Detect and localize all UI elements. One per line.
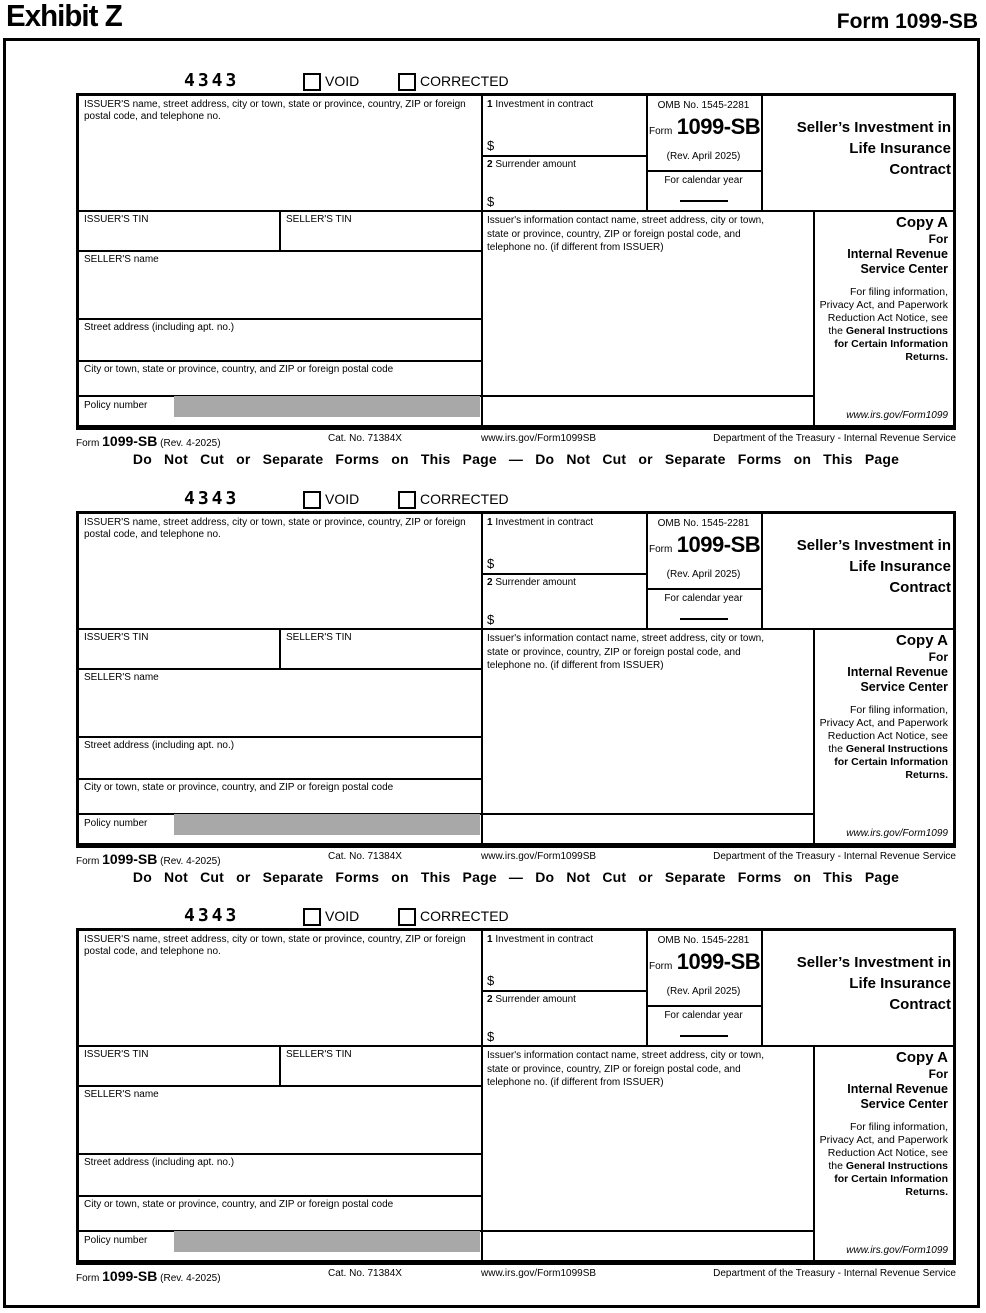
- form-title: [673, 952, 951, 1015]
- issuer-contact-label: Issuer's information contact name, street address, city or town, state or province, country, ZIP or foreign postal code, and telephone no. (if different from ISSUER): [487, 1050, 765, 1088]
- seller-name-label: SELLER'S name: [84, 672, 159, 683]
- copy-dest-line2: Service Center: [860, 1097, 948, 1111]
- footer-form-word: Form: [76, 438, 100, 449]
- policy-number-label: Policy number: [84, 1235, 148, 1246]
- divider-line: [79, 318, 483, 320]
- policy-number-field[interactable]: [174, 396, 480, 417]
- issuer-address-label: ISSUER'S name, street address, city or town, state or province, country, ZIP or foreign postal code, and telephone no.: [84, 99, 466, 122]
- divider-line: [481, 931, 483, 1260]
- divider-line: [79, 1195, 483, 1197]
- box1-label: [487, 99, 645, 111]
- footer-form-id: [76, 851, 221, 867]
- box1-label: [487, 934, 645, 946]
- footer-department: Department of the Treasury - Internal Revenue Service: [713, 1268, 956, 1279]
- seller-tin-label: SELLER'S TIN: [286, 1049, 352, 1060]
- issuer-contact-label: Issuer's information contact name, street address, city or town, state or province, country, ZIP or foreign postal code, and telephone no. (if different from ISSUER): [487, 215, 765, 253]
- copy-note-bold: General Instructions for Certain Information Returns.: [834, 1160, 948, 1198]
- footer-form-word: Form: [76, 1273, 100, 1284]
- seller-name-label: SELLER'S name: [84, 254, 159, 265]
- box1-text: Investment in contract: [495, 517, 594, 528]
- policy-number-label: Policy number: [84, 400, 148, 411]
- form-title-line3: Contract: [889, 996, 951, 1013]
- copy-a-column: [813, 628, 953, 843]
- corrected-label: CORRECTED: [420, 908, 509, 924]
- form-word: Form: [649, 126, 673, 137]
- corrected-checkbox[interactable]: [398, 73, 416, 91]
- footer-cat-no: Cat. No. 71384X: [328, 1268, 402, 1279]
- form-title-line3: Contract: [889, 579, 951, 596]
- corrected-checkbox[interactable]: [398, 908, 416, 926]
- copy-a-label: Copy A: [896, 632, 948, 649]
- box2-label: [487, 159, 645, 171]
- form-title-line1: Seller’s Investment in: [796, 954, 951, 971]
- divider-line: [79, 250, 483, 252]
- box2-text: Surrender amount: [495, 994, 576, 1005]
- code-row: [76, 905, 956, 927]
- form-1099sb-copy: [76, 70, 960, 482]
- form-1099sb-copy: [76, 488, 960, 900]
- form-code: 4343: [184, 488, 240, 509]
- form-number: 1099-SB: [676, 949, 761, 974]
- omb-number: OMB No. 1545-2281: [657, 100, 750, 111]
- copy-dest-line1: Internal Revenue: [847, 665, 948, 679]
- do-not-cut-notice: Do Not Cut or Separate Forms on This Page — Do Not Cut or Separate Forms on This Page: [132, 451, 900, 467]
- form-code: 4343: [184, 905, 240, 926]
- footer-form-number: 1099-SB: [102, 851, 158, 867]
- footer-form-number: 1099-SB: [102, 433, 158, 449]
- street-address-label: Street address (including apt. no.): [84, 322, 235, 333]
- irs-url: www.irs.gov/Form1099: [846, 828, 948, 839]
- code-row: [76, 488, 956, 510]
- form-footer: [76, 849, 956, 869]
- form-footer: [76, 431, 956, 451]
- form-title-line2: Life Insurance: [849, 975, 951, 992]
- void-checkbox[interactable]: [303, 908, 321, 926]
- footer-form-word: Form: [76, 856, 100, 867]
- corrected-checkbox[interactable]: [398, 491, 416, 509]
- form-title: [673, 535, 951, 598]
- seller-tin-label: SELLER'S TIN: [286, 214, 352, 225]
- irs-url: www.irs.gov/Form1099: [846, 410, 948, 421]
- form-code: 4343: [184, 70, 240, 91]
- copy-filing-note: [815, 704, 948, 782]
- street-address-label: Street address (including apt. no.): [84, 740, 235, 751]
- form-grid: [76, 511, 956, 848]
- form-1099sb-copy: [76, 905, 960, 1313]
- box1-dollar-sign: $: [487, 138, 495, 153]
- code-row: [76, 70, 956, 92]
- box2-text: Surrender amount: [495, 159, 576, 170]
- revision-label: (Rev. April 2025): [666, 151, 741, 162]
- copy-a-column: [813, 1045, 953, 1260]
- form-grid: [76, 928, 956, 1265]
- form-title-line2: Life Insurance: [849, 558, 951, 575]
- copy-note-regular: For filing information, Privacy Act, and Paperwork Reduction Act Notice, see the: [819, 704, 948, 755]
- calendar-year-label: For calendar year: [664, 593, 743, 604]
- street-address-label: Street address (including apt. no.): [84, 1157, 235, 1168]
- box1-number: 1: [487, 934, 493, 945]
- footer-revision: (Rev. 4-2025): [160, 1273, 221, 1284]
- calendar-year-blank[interactable]: [680, 618, 728, 620]
- footer-revision: (Rev. 4-2025): [160, 438, 221, 449]
- form-footer: [76, 1266, 956, 1286]
- footer-department: Department of the Treasury - Internal Revenue Service: [713, 433, 956, 444]
- box1-text: Investment in contract: [495, 99, 594, 110]
- box2-number: 2: [487, 159, 493, 170]
- divider-line: [279, 210, 281, 250]
- void-checkbox[interactable]: [303, 491, 321, 509]
- copy-filing-note: [815, 1121, 948, 1199]
- divider-line: [481, 96, 483, 425]
- divider-line: [79, 1153, 483, 1155]
- copy-dest-line2: Service Center: [860, 680, 948, 694]
- form-title-line1: Seller’s Investment in: [796, 537, 951, 554]
- issuer-address-label: ISSUER'S name, street address, city or town, state or province, country, ZIP or foreign postal code, and telephone no.: [84, 517, 466, 540]
- copy-dest-line1: Internal Revenue: [847, 247, 948, 261]
- omb-number: OMB No. 1545-2281: [657, 935, 750, 946]
- copy-note-bold: General Instructions for Certain Information Returns.: [834, 325, 948, 363]
- form-title: [673, 117, 951, 180]
- copy-dest-line1: Internal Revenue: [847, 1082, 948, 1096]
- form-number: 1099-SB: [676, 114, 761, 139]
- divider-line: [79, 736, 483, 738]
- copy-note-regular: For filing information, Privacy Act, and Paperwork Reduction Act Notice, see the: [819, 286, 948, 337]
- box2-number: 2: [487, 994, 493, 1005]
- form-title-line3: Contract: [889, 161, 951, 178]
- policy-number-field[interactable]: [174, 1231, 480, 1252]
- calendar-year-blank[interactable]: [680, 1035, 728, 1037]
- copy-a-label: Copy A: [896, 1049, 948, 1066]
- footer-cat-no: Cat. No. 71384X: [328, 433, 402, 444]
- footer-url: www.irs.gov/Form1099SB: [481, 851, 597, 862]
- irs-url: www.irs.gov/Form1099: [846, 1245, 948, 1256]
- divider-line: [481, 990, 648, 992]
- copy-note-bold: General Instructions for Certain Information Returns.: [834, 743, 948, 781]
- box2-number: 2: [487, 577, 493, 588]
- box1-dollar-sign: $: [487, 556, 495, 571]
- copy-for-label: For: [928, 650, 948, 664]
- calendar-year-blank[interactable]: [680, 200, 728, 202]
- box2-label: [487, 577, 645, 589]
- copy-for-label: For: [928, 232, 948, 246]
- seller-tin-label: SELLER'S TIN: [286, 632, 352, 643]
- revision-label: (Rev. April 2025): [666, 986, 741, 997]
- void-label: VOID: [325, 908, 360, 924]
- exhibit-title: Exhibit Z: [6, 0, 122, 33]
- footer-department: Department of the Treasury - Internal Revenue Service: [713, 851, 956, 862]
- footer-url: www.irs.gov/Form1099SB: [481, 433, 597, 444]
- footer-cat-no: Cat. No. 71384X: [328, 851, 402, 862]
- divider-line: [79, 1085, 483, 1087]
- form-word: Form: [649, 961, 673, 972]
- issuer-contact-label: Issuer's information contact name, street address, city or town, state or province, country, ZIP or foreign postal code, and telephone no. (if different from ISSUER): [487, 633, 765, 671]
- copy-note-regular: For filing information, Privacy Act, and Paperwork Reduction Act Notice, see the: [819, 1121, 948, 1172]
- omb-number: OMB No. 1545-2281: [657, 518, 750, 529]
- form-grid: [76, 93, 956, 430]
- issuer-tin-label: ISSUER'S TIN: [84, 632, 149, 643]
- copy-a-column: [813, 210, 953, 425]
- city-label: City or town, state or province, country, and ZIP or foreign postal code: [84, 364, 394, 375]
- divider-line: [481, 573, 648, 575]
- corrected-label: CORRECTED: [420, 491, 509, 507]
- policy-number-field[interactable]: [174, 814, 480, 835]
- issuer-tin-label: ISSUER'S TIN: [84, 1049, 149, 1060]
- form-title-line2: Life Insurance: [849, 140, 951, 157]
- box1-text: Investment in contract: [495, 934, 594, 945]
- form-title-line1: Seller’s Investment in: [796, 119, 951, 136]
- box1-number: 1: [487, 517, 493, 528]
- box1-label: [487, 517, 645, 529]
- calendar-year-label: For calendar year: [664, 1010, 743, 1021]
- seller-name-label: SELLER'S name: [84, 1089, 159, 1100]
- divider-line: [79, 668, 483, 670]
- footer-revision: (Rev. 4-2025): [160, 856, 221, 867]
- box2-label: [487, 994, 645, 1006]
- box2-dollar-sign: $: [487, 1029, 495, 1044]
- footer-form-number: 1099-SB: [102, 1268, 158, 1284]
- policy-number-label: Policy number: [84, 818, 148, 829]
- issuer-tin-label: ISSUER'S TIN: [84, 214, 149, 225]
- city-label: City or town, state or province, country, and ZIP or foreign postal code: [84, 1199, 394, 1210]
- issuer-address-label: ISSUER'S name, street address, city or town, state or province, country, ZIP or foreign postal code, and telephone no.: [84, 934, 466, 957]
- divider-line: [481, 155, 648, 157]
- footer-url: www.irs.gov/Form1099SB: [481, 1268, 597, 1279]
- form-number: 1099-SB: [676, 532, 761, 557]
- box2-dollar-sign: $: [487, 194, 495, 209]
- divider-line: [79, 778, 483, 780]
- void-checkbox[interactable]: [303, 73, 321, 91]
- revision-label: (Rev. April 2025): [666, 569, 741, 580]
- divider-line: [79, 360, 483, 362]
- corrected-label: CORRECTED: [420, 73, 509, 89]
- footer-form-id: [76, 433, 221, 449]
- box1-number: 1: [487, 99, 493, 110]
- box1-dollar-sign: $: [487, 973, 495, 988]
- void-label: VOID: [325, 491, 360, 507]
- copy-dest-line2: Service Center: [860, 262, 948, 276]
- form-word: Form: [649, 544, 673, 555]
- copy-for-label: For: [928, 1067, 948, 1081]
- box2-text: Surrender amount: [495, 577, 576, 588]
- copy-filing-note: [815, 286, 948, 364]
- header-form-label: Form 1099-SB: [836, 10, 978, 33]
- divider-line: [279, 628, 281, 668]
- divider-line: [481, 514, 483, 843]
- box2-dollar-sign: $: [487, 612, 495, 627]
- copy-a-label: Copy A: [896, 214, 948, 231]
- void-label: VOID: [325, 73, 360, 89]
- footer-form-id: [76, 1268, 221, 1284]
- do-not-cut-notice: Do Not Cut or Separate Forms on This Page — Do Not Cut or Separate Forms on This Page: [132, 869, 900, 885]
- city-label: City or town, state or province, country, and ZIP or foreign postal code: [84, 782, 394, 793]
- divider-line: [279, 1045, 281, 1085]
- calendar-year-label: For calendar year: [664, 175, 743, 186]
